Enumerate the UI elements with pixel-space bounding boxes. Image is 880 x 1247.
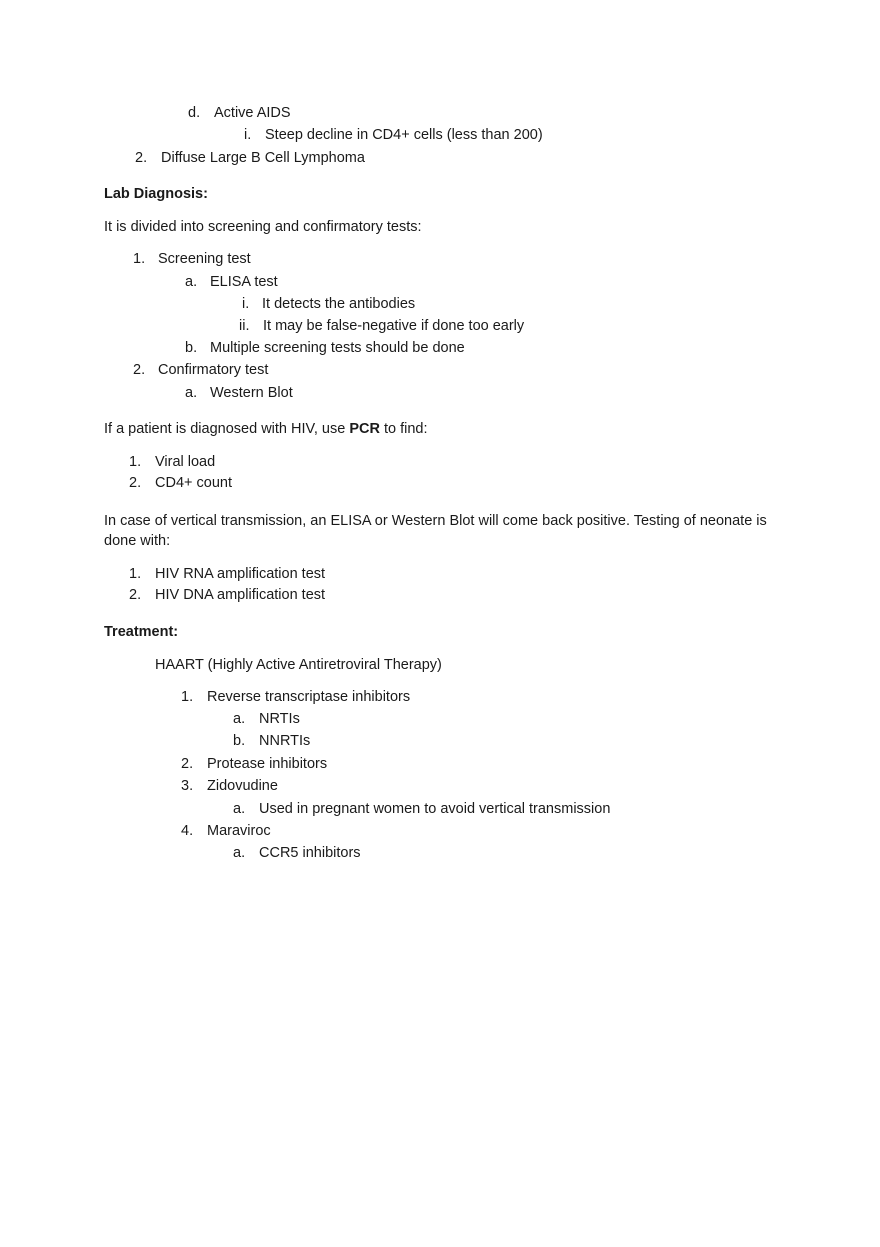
list-item-pregnant-women: Used in pregnant women to avoid vertical transmission bbox=[259, 801, 611, 817]
list-item-western-blot: Western Blot bbox=[210, 385, 293, 401]
list-marker: ii. bbox=[239, 318, 250, 334]
vertical-transmission-paragraph: In case of vertical transmission, an ELISA or Western Blot will come back positive. Testing of neonate is done with: bbox=[104, 513, 767, 549]
list-item-cd4-decline: Steep decline in CD4+ cells (less than 200) bbox=[265, 127, 543, 143]
pcr-sentence bbox=[104, 420, 428, 438]
list-item-false-negative: It may be false-negative if done too early bbox=[263, 318, 525, 334]
pcr-sentence-pre: If a patient is diagnosed with HIV, use bbox=[104, 421, 350, 437]
list-marker: 2. bbox=[129, 475, 142, 491]
list-marker: i. bbox=[244, 127, 252, 143]
list-marker: 2. bbox=[129, 587, 142, 603]
list-marker: 1. bbox=[129, 454, 142, 470]
lab-intro-text: It is divided into screening and confirmatory tests: bbox=[104, 219, 422, 235]
list-marker: a. bbox=[233, 845, 246, 861]
list-marker: 4. bbox=[181, 823, 194, 839]
section-heading-treatment: Treatment: bbox=[104, 624, 179, 640]
list-item-hiv-dna: HIV DNA amplification test bbox=[155, 587, 326, 603]
list-marker: 3. bbox=[181, 778, 194, 794]
list-marker: 1. bbox=[181, 689, 194, 705]
list-marker: 2. bbox=[135, 150, 148, 166]
list-item-nnrtis: NNRTIs bbox=[259, 733, 311, 749]
list-marker: b. bbox=[233, 733, 246, 749]
treatment-intro-text: HAART (Highly Active Antiretroviral Therapy) bbox=[155, 657, 442, 673]
list-marker: i. bbox=[242, 296, 250, 312]
list-item-ccr5-inhibitors: CCR5 inhibitors bbox=[259, 845, 361, 861]
list-item-active-aids: Active AIDS bbox=[214, 105, 291, 121]
pcr-sentence-post: to find: bbox=[379, 421, 428, 437]
list-item-confirmatory-test: Confirmatory test bbox=[158, 362, 269, 378]
list-item-cd4-count: CD4+ count bbox=[155, 475, 232, 491]
list-marker: 2. bbox=[181, 756, 194, 772]
list-item-elisa-test: ELISA test bbox=[210, 274, 278, 290]
list-marker: a. bbox=[233, 711, 246, 727]
list-marker: 1. bbox=[133, 251, 146, 267]
list-marker: d. bbox=[188, 105, 201, 121]
pcr-bold: PCR bbox=[349, 421, 380, 437]
list-item-lymphoma: Diffuse Large B Cell Lymphoma bbox=[161, 150, 365, 166]
list-item-nrtis: NRTIs bbox=[259, 711, 300, 727]
list-item-hiv-rna: HIV RNA amplification test bbox=[155, 566, 326, 582]
list-item-screening-test: Screening test bbox=[158, 251, 251, 267]
list-item-multiple-screening: Multiple screening tests should be done bbox=[210, 340, 465, 356]
list-marker: 1. bbox=[129, 566, 142, 582]
list-marker: a. bbox=[185, 274, 198, 290]
list-item-zidovudine: Zidovudine bbox=[207, 778, 278, 794]
list-marker: a. bbox=[233, 801, 246, 817]
section-heading-lab-diagnosis: Lab Diagnosis: bbox=[104, 186, 208, 202]
list-item-protease-inhibitors: Protease inhibitors bbox=[207, 756, 328, 772]
list-item-viral-load: Viral load bbox=[155, 454, 216, 470]
list-marker: b. bbox=[185, 340, 198, 356]
list-item-maraviroc: Maraviroc bbox=[207, 823, 271, 839]
list-marker: 2. bbox=[133, 362, 146, 378]
list-marker: a. bbox=[185, 385, 198, 401]
list-item-rt-inhibitors: Reverse transcriptase inhibitors bbox=[207, 689, 411, 705]
list-item-detects-antibodies: It detects the antibodies bbox=[262, 296, 416, 312]
